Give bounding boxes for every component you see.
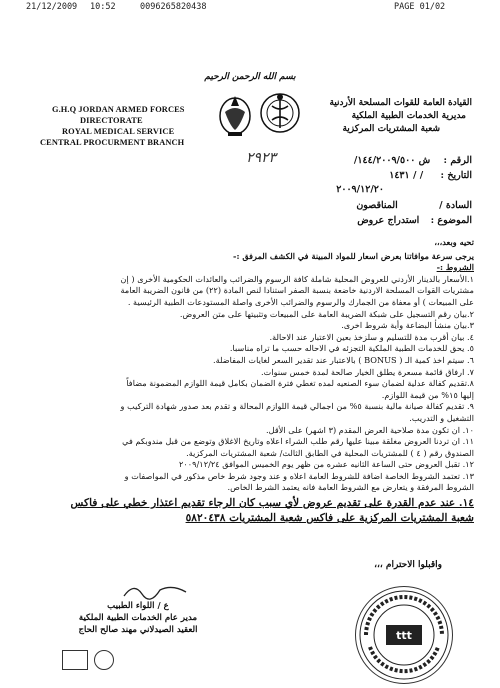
header-ar-line2: مديرية الخدمات الطبية الملكية [351,111,466,121]
recipient-value: المناقصون [356,200,398,211]
header-ar-line3: شعبة المشتريات المركزية [342,124,440,134]
crest-left-icon [216,90,254,138]
basmala: بسم الله الرحمن الرحيم [204,72,296,82]
condition-line: ٢.بيان رقم التسجيل على شبكة الضريبة العامة على المبيعات وتثبيتها على متن العروض. [179,308,474,319]
hijri-line: التاريخ : / / ١٤٣١ [389,170,472,181]
fax-time: 10:52 [90,2,116,12]
intro: يرجى سرعة موافاتنا بعرض اسعار للمواد المبينة في الكشف المرفق :- [233,250,474,261]
official-stamp-icon [355,586,453,684]
subject-line: الموضوع : استدراج عروض [357,215,472,226]
condition-line: الشروط المرفقة و يتعارض مع الشروط العامة فانه يعتمد الشرط الخاص. [227,482,474,493]
condition-line: ١٢. تقبل العروض حتى الساعة الثانيه عشره من ظهر يوم الخميس الموافق ٢٠٠٩/١٢/٢٤ [178,459,474,470]
header-ar-line1: القيادة العامة للقوات المسلحة الأردنية [329,98,472,108]
footer-cert-icon [94,650,114,670]
letter-body [28,237,474,526]
fax-number: 0096265820438 [140,2,207,12]
header-en-line3: ROYAL MEDICAL SERVICE [62,127,175,136]
recipient-label: السادة [445,200,472,211]
condition-line: ١١. ان تردنا العروض مغلقة مبينا عليها رقم طلب الشراء اعلاه وتاريخ الاغلاق وتوضع من قبل مندوبكم في [122,436,474,447]
signature-icon [120,580,190,602]
signatory-line1: ع / اللواء الطبيب [107,601,169,611]
condition-line: التشغيل و التدريب. [409,412,474,423]
condition-line: ١.الأسعار بالدينار الأردني للعروض المحلية شاملة كافة الرسوم والضرائب والعائدات الحكومية الأخرى ( إن [120,273,474,284]
signatory-line2: مدير عام الخدمات الطبية الملكية [78,613,198,623]
condition-line: ٣.بيان منشأ البضاعة وأية شروط اخرى. [341,320,474,331]
fax-page: PAGE 01/02 [394,2,446,12]
header-en-line4: CENTRAL PROCURMENT BRANCH [40,138,185,147]
svg-text:ttt: ttt [396,629,412,642]
ref-line: الرقم : ش ١٤٤/٢٠٠٩/٥٠٠/ [353,155,472,166]
conditions-list [28,274,474,494]
hijri-date: / / ١٤٣١ [389,170,424,181]
signatory-block [58,600,218,636]
condition-line: مشتريات القوات المسلحة الاردنية خاضعة بنسبة الصفر استنادا لنص المادة (٢٢) من قانون الضريبة العامة [120,285,474,296]
footer-logo-icon [62,650,88,670]
condition-line: ٨.تقديم كفالة عدلية لضمان سوء الصنعيه لمده تغطي فترة الضمان بكامل قيمة اللوازم المضمونة مضافاً [126,378,474,389]
conditions-label: الشروط :- [436,262,474,273]
ref-label: الرقم [450,155,472,166]
condition-line: ٦. سيتم اخذ كمية الـ ( BONUS ) بالاعتبار عند تقدير السعر لغايات المفاضلة. [213,354,474,365]
header-en-line2: DIRECTORATE [80,116,143,125]
subject-value: استدراج عروض [357,215,420,226]
condition-line: إليها ١٥% من قيمة اللوازم. [381,389,474,400]
greeting: تحيه وبعد،،، [434,237,474,247]
ref-value: ش ١٤٤/٢٠٠٩/٥٠٠/ [353,155,431,166]
crest-right-icon [258,88,302,138]
condition-line: ٧. ارفاق قائمة مسعرة يطلق الخيار صالحة لمدة خمس سنوات. [261,366,474,377]
gregorian-date: ٢٠٠٩/١٢/٢٠ [336,184,384,195]
date-label: التاريخ [447,170,472,181]
condition-line: ٥. يحق للخدمات الطبية الملكية التجزئه في الاحاله حسب ما تراه مناسبا. [229,343,474,354]
condition-line: الصندوق رقم ( ٤ ) للمشتريات المحلية في الطابق الثالث/ شعبة المشتريات المركزية. [186,447,474,458]
recipient-line: السادة / المناقصون [356,200,472,211]
subject-label: الموضوع [437,215,472,226]
final-note-line2: شعبة المشتريات المركزية على فاكس شعبة المشتريات ٥٨٢٠٤٣٨ [185,512,474,525]
fax-date: 21/12/2009 [26,2,78,12]
condition-line: على المبيعات ) أو معفاة من الجمارك والرسوم والضرائب الأخرى واصلة المستودعات الطبية الرئيسية . [127,296,474,307]
header-en-line1: G.H.Q JORDAN ARMED FORCES [52,105,185,114]
condition-line: ١٣. تعتمد الشروط الخاصة اضافة للشروط العامة اعلاه و عند وجود شرط خاص مذكور في المواصفات و [124,470,474,481]
condition-line: ١٠. ان تكون مدة صلاحية العرض المقدم (٣ اشهر) على الأقل. [266,424,474,435]
closing: واقبلوا الاحترام ،،، [374,560,442,570]
handwritten-ref: ٢٩٢٣ [246,150,277,166]
signatory-line3: العقيد الصيدلاني مهند صالح الحاج [78,625,198,635]
condition-line: ٤. بيان أقرب مدة للتسليم و سلزخذ بعين الاعتبار عند الاحالة. [269,331,474,342]
condition-line: ٩. تقديم كفالة صيانة مالية بنسبة ٥% من اجمالي قيمة اللوازم المحالة و تقدم بعد صدور شهادة التركيب و [120,401,474,412]
final-note-line1: ١٤. عند عدم القدرة على تقديم عروض لأي سبب كان الرجاء تقديم اعتذار خطي على فاكس [70,497,474,510]
